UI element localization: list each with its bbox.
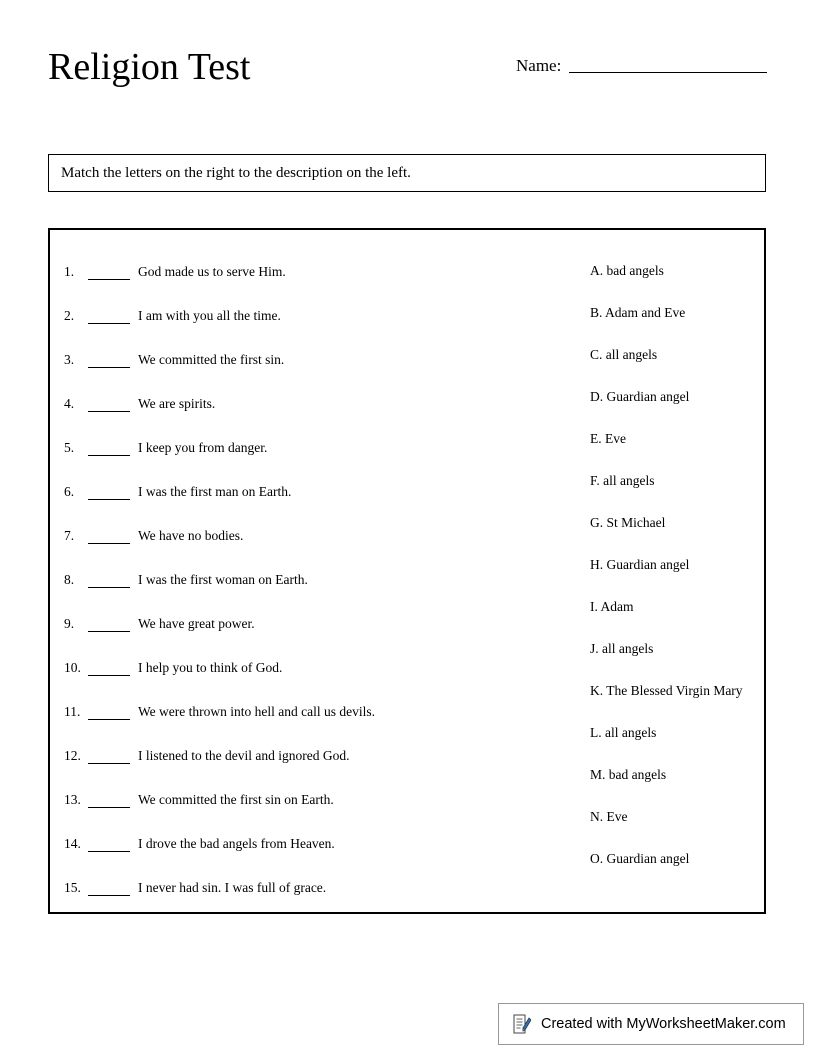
question-number: 7. <box>64 528 75 543</box>
answer-blank[interactable] <box>88 617 130 632</box>
questions-column <box>64 250 564 910</box>
badge-label: Created with MyWorksheetMaker.com <box>541 1016 786 1032</box>
answer-blank[interactable] <box>88 573 130 588</box>
question-row <box>64 690 564 734</box>
question-text: I listened to the devil and ignored God. <box>138 748 350 763</box>
question-number: 10. <box>64 660 81 675</box>
answer-item: L. all angels <box>590 725 657 740</box>
question-number: 1. <box>64 264 75 279</box>
question-number: 8. <box>64 572 75 587</box>
question-number: 3. <box>64 352 75 367</box>
question-text: I help you to think of God. <box>138 660 283 675</box>
answer-item: H. Guardian angel <box>590 557 690 572</box>
question-row <box>64 382 564 426</box>
question-text: God made us to serve Him. <box>138 264 286 279</box>
answers-column <box>590 250 760 880</box>
answer-item: C. all angels <box>590 347 658 362</box>
answer-item: F. all angels <box>590 473 655 488</box>
answer-item: M. bad angels <box>590 767 667 782</box>
answer-blank[interactable] <box>88 749 130 764</box>
answer-blank[interactable] <box>88 661 130 676</box>
page-title: Religion Test <box>48 46 251 88</box>
created-with-badge[interactable] <box>498 1003 804 1045</box>
answer-blank[interactable] <box>88 397 130 412</box>
question-row <box>64 558 564 602</box>
question-text: I was the first woman on Earth. <box>138 572 308 587</box>
question-row <box>64 426 564 470</box>
answer-item: E. Eve <box>590 431 626 446</box>
question-text: I drove the bad angels from Heaven. <box>138 836 335 851</box>
question-number: 9. <box>64 616 75 631</box>
document-pencil-icon <box>513 1014 531 1034</box>
page-header <box>48 44 768 104</box>
answer-item: O. Guardian angel <box>590 851 690 866</box>
question-number: 5. <box>64 440 75 455</box>
answer-blank[interactable] <box>88 309 130 324</box>
question-text: I am with you all the time. <box>138 308 281 323</box>
question-text: I was the first man on Earth. <box>138 484 292 499</box>
answer-blank[interactable] <box>88 265 130 280</box>
question-text: I never had sin. I was full of grace. <box>138 880 327 895</box>
question-text: We committed the first sin on Earth. <box>138 792 334 807</box>
question-number: 15. <box>64 880 81 895</box>
question-row <box>64 250 564 294</box>
question-number: 4. <box>64 396 75 411</box>
question-row <box>64 514 564 558</box>
answer-blank[interactable] <box>88 881 130 896</box>
question-text: We have great power. <box>138 616 255 631</box>
name-field-group <box>516 56 767 76</box>
question-number: 13. <box>64 792 81 807</box>
question-row <box>64 602 564 646</box>
answer-item: K. The Blessed Virgin Mary <box>590 683 743 698</box>
answer-item: A. bad angels <box>590 263 664 278</box>
instruction-text: Match the letters on the right to the description on the left. <box>61 165 411 181</box>
question-row <box>64 294 564 338</box>
question-row <box>64 470 564 514</box>
name-input-line[interactable] <box>569 72 767 73</box>
answer-blank[interactable] <box>88 705 130 720</box>
answer-blank[interactable] <box>88 529 130 544</box>
answer-blank[interactable] <box>88 485 130 500</box>
question-text: We committed the first sin. <box>138 352 285 367</box>
answer-blank[interactable] <box>88 441 130 456</box>
question-number: 12. <box>64 748 81 763</box>
answer-item: G. St Michael <box>590 515 666 530</box>
answer-item: D. Guardian angel <box>590 389 690 404</box>
question-row <box>64 778 564 822</box>
answer-blank[interactable] <box>88 353 130 368</box>
question-row <box>64 866 564 910</box>
question-text: We have no bodies. <box>138 528 244 543</box>
answer-item: J. all angels <box>590 641 654 656</box>
question-row <box>64 646 564 690</box>
question-number: 2. <box>64 308 75 323</box>
question-number: 6. <box>64 484 75 499</box>
answer-item: N. Eve <box>590 809 628 824</box>
question-text: We are spirits. <box>138 396 216 411</box>
question-text: We were thrown into hell and call us devils. <box>138 704 375 719</box>
answer-blank[interactable] <box>88 837 130 852</box>
answer-blank[interactable] <box>88 793 130 808</box>
answer-item: B. Adam and Eve <box>590 305 686 320</box>
question-row <box>64 822 564 866</box>
question-text: I keep you from danger. <box>138 440 268 455</box>
answer-item: I. Adam <box>590 599 634 614</box>
question-row <box>64 338 564 382</box>
question-number: 14. <box>64 836 81 851</box>
name-label: Name: <box>516 56 562 75</box>
instruction-box <box>48 154 766 192</box>
question-row <box>64 734 564 778</box>
matching-exercise-box <box>48 228 766 914</box>
question-number: 11. <box>64 704 81 719</box>
